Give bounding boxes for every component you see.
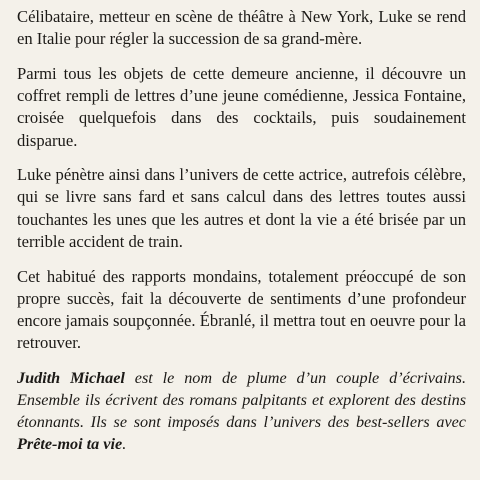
paragraph-4: Cet habitué des rapports mondains, totalement préoccupé de son propre succès, fait la découverte de sentiments d’une profondeur encore jamais soupçonnée. Ébranlé, il mettra tout en oeuvre pour la retrouver. xyxy=(17,266,466,353)
paragraph-3: Luke pénètre ainsi dans l’univers de cette actrice, autrefois célèbre, qui se livre sans fard et sans calcul dans des lettres toutes aussi touchantes les unes que les autres et dont la vie a été brisée par un terrible accident de train. xyxy=(17,165,466,251)
paragraph-1: Célibataire, metteur en scène de théâtre à New York, Luke se rend en Italie pour régler la succession de sa grand-mère. xyxy=(17,7,466,49)
book-title: Prête-moi ta vie xyxy=(17,435,123,454)
bio-end: . xyxy=(122,435,127,454)
author-name: Judith Michael xyxy=(17,368,125,387)
paragraph-2: Parmi tous les objets de cette demeure ancienne, il découvre un coffret rempli de lettres d’une jeune comédienne, Jessica Fontaine, croisée quelquefois dans des cocktails, puis soudainement disparue. xyxy=(17,63,466,150)
author-bio xyxy=(17,367,466,456)
author-bio-text: est le nom de plume d’un couple d’écrivains. Ensemble ils écrivent des romans palpitants et explorent des destins étonnants. Ils se sont imposés dans l’univers des best-sellers avec xyxy=(17,368,466,432)
